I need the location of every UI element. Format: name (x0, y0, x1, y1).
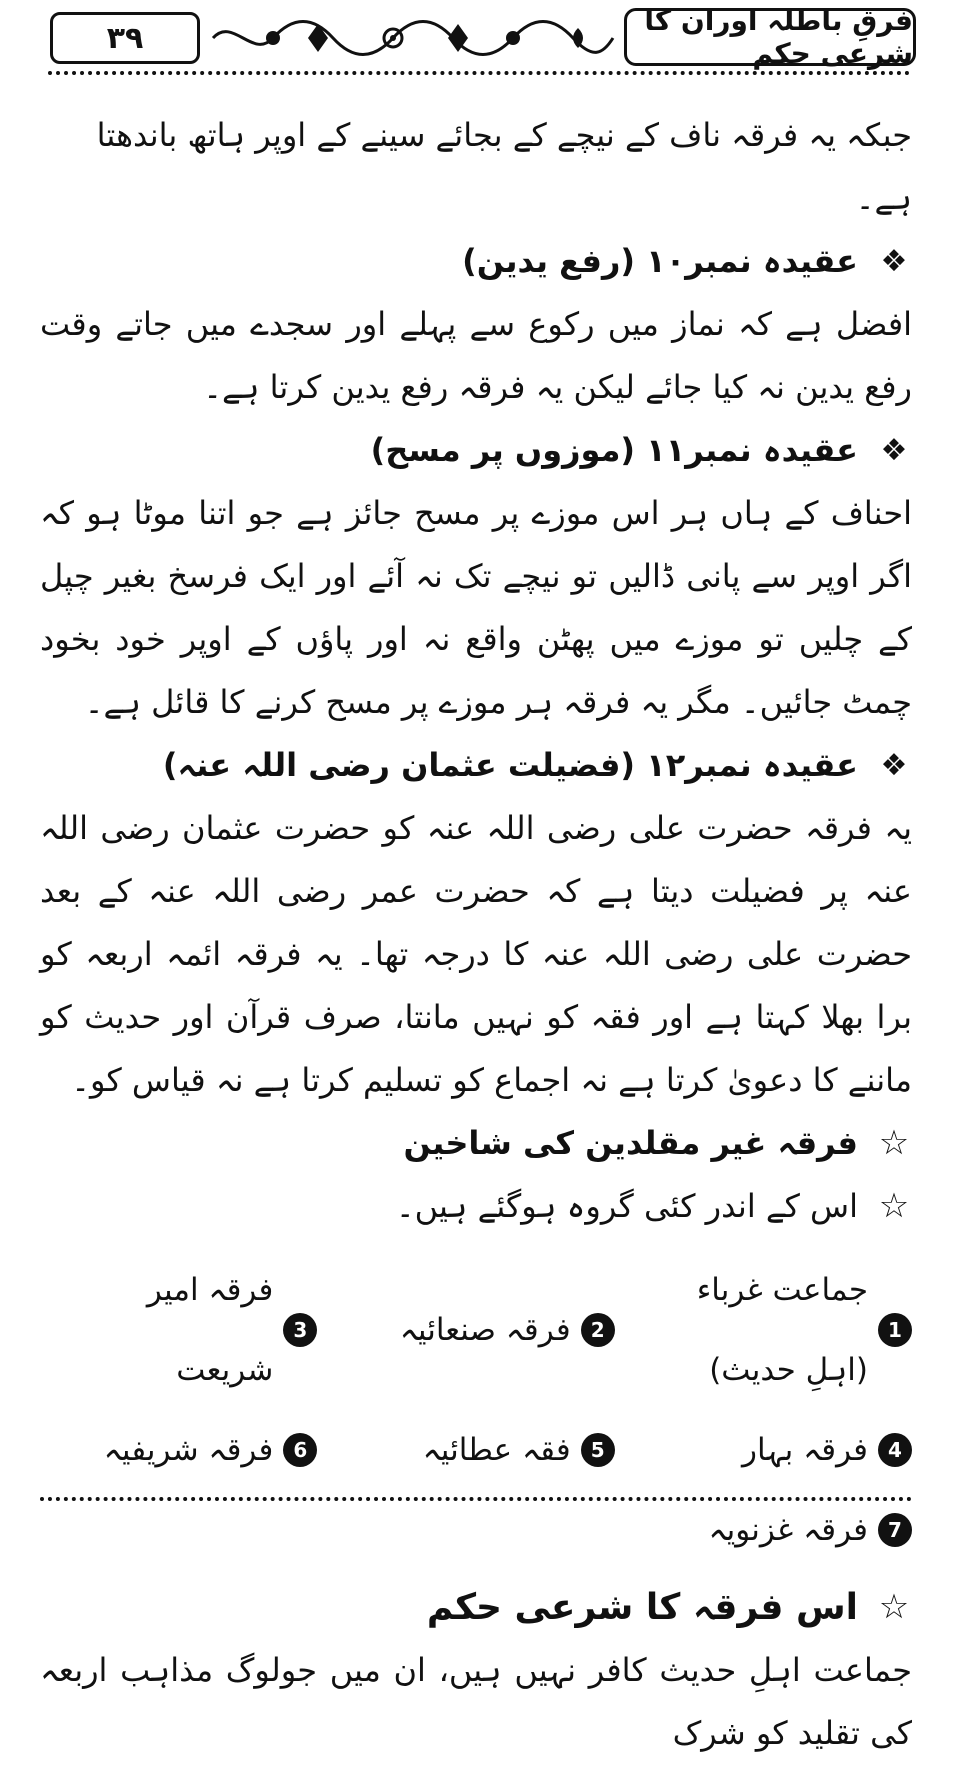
number-badge: 6 (283, 1433, 317, 1467)
heading-belief-10 (40, 230, 912, 293)
header-divider (48, 71, 910, 75)
group-item (635, 1250, 912, 1410)
group-list (40, 1250, 912, 1570)
number-badge: 2 (581, 1313, 615, 1347)
star-bullet-icon: ☆ (878, 1587, 910, 1627)
paragraph-4: یہ فرقہ حضرت علی رضی اللہ عنہ کو حضرت عثمان رضی اللہ عنہ پر فضیلت دیتا ہے کہ حضرت عمر رضی اللہ عنہ کے بعد حضرت علی رضی اللہ عنہ کا درجہ تھا۔ یہ فرقہ ائمہ اربعہ کو برا بھلا کہتا ہے اور فقہ کو نہیں مانتا، صرف قرآن اور حدیث کو ماننے کا دعویٰ کرتا ہے نہ اجماع کو تسلیم کرتا ہے نہ قیاس کو۔ (40, 809, 912, 1099)
decorative-ornament (208, 14, 618, 62)
paragraph-6: جماعت اہلِ حدیث کافر نہیں ہیں، ان میں جولوگ مذاہب اربعہ کی تقلید کو شرک (40, 1651, 912, 1752)
group-label: فقہ عطائیہ (422, 1432, 571, 1468)
group-label: فرقہ امیر شریعت (146, 1272, 274, 1388)
group-label: فرقہ بہار (742, 1432, 868, 1468)
footer-divider (40, 1497, 912, 1501)
heading-text: عقیدہ نمبر۱۱ (موزوں پر مسح) (370, 431, 858, 469)
group-item (40, 1410, 317, 1490)
paragraph-2: افضل ہے کہ نماز میں رکوع سے پہلے اور سجدے میں جاتے وقت رفع یدین نہ کیا جائے لیکن یہ فرقہ رفع یدین کرتا ہے۔ (40, 305, 912, 406)
heading-text: عقیدہ نمبر۱۲ (فضیلت عثمان رضی اللہ عنہ) (162, 746, 858, 784)
heading-text: عقیدہ نمبر۱۰ (رفع یدین) (462, 242, 858, 280)
group-item (635, 1490, 912, 1570)
group-label: فرقہ شریفیہ (103, 1432, 274, 1468)
group-item (40, 1250, 317, 1410)
heading-belief-12 (40, 734, 912, 797)
heading-text: اس فرقہ کا شرعی حکم (426, 1587, 858, 1628)
number-badge: 3 (283, 1313, 317, 1347)
number-badge: 5 (581, 1433, 615, 1467)
number-badge: 4 (878, 1433, 912, 1467)
page-header (40, 6, 920, 70)
group-item (635, 1410, 912, 1490)
group-label: فرقہ غزنویہ (708, 1512, 868, 1548)
heading-branches (40, 1112, 912, 1175)
heading-text: فرقہ غیر مقلدین کی شاخین (403, 1124, 858, 1162)
group-label: جماعت غرباء (اہلِ حدیث) (696, 1272, 868, 1388)
page-number: ۳۹ (50, 12, 200, 64)
group-item (337, 1410, 614, 1490)
number-badge: 7 (878, 1513, 912, 1547)
heading-ruling (40, 1576, 912, 1639)
running-title: فرقِ باطلہ اوران کا شرعی حکم (624, 8, 916, 66)
branches-intro (40, 1175, 912, 1238)
star-bullet-icon: ☆ (878, 1123, 910, 1163)
diamond-bullet-icon: ❖ (880, 748, 908, 783)
paragraph-3: احناف کے ہاں ہر اس موزے پر مسح جائز ہے جو اتنا موٹا ہو کہ اگر اوپر سے پانی ڈالیں تو نیچے تک نہ آئے اور ایک فرسخ بغیر چپل کے چلیں تو موزے میں پھٹن واقع نہ اور پاؤں کے اوپر خود بخود چمٹ جائیں۔ مگر یہ فرقہ ہر موزے پر مسح کرنے کا قائل ہے۔ (40, 494, 913, 721)
group-item (337, 1250, 614, 1410)
paragraph-1: جبکہ یہ فرقہ ناف کے نیچے کے بجائے سینے کے اوپر ہاتھ باندھتا ہے۔ (96, 116, 912, 217)
number-badge: 1 (878, 1313, 912, 1347)
diamond-bullet-icon: ❖ (880, 244, 908, 279)
page-body (40, 104, 912, 1765)
heading-belief-11 (40, 419, 912, 482)
group-label: فرقہ صنعائیہ (399, 1312, 571, 1348)
diamond-bullet-icon: ❖ (880, 433, 908, 468)
intro-text: اس کے اندر کئی گروہ ہوگئے ہیں۔ (395, 1187, 858, 1225)
star-bullet-icon: ☆ (878, 1186, 910, 1226)
